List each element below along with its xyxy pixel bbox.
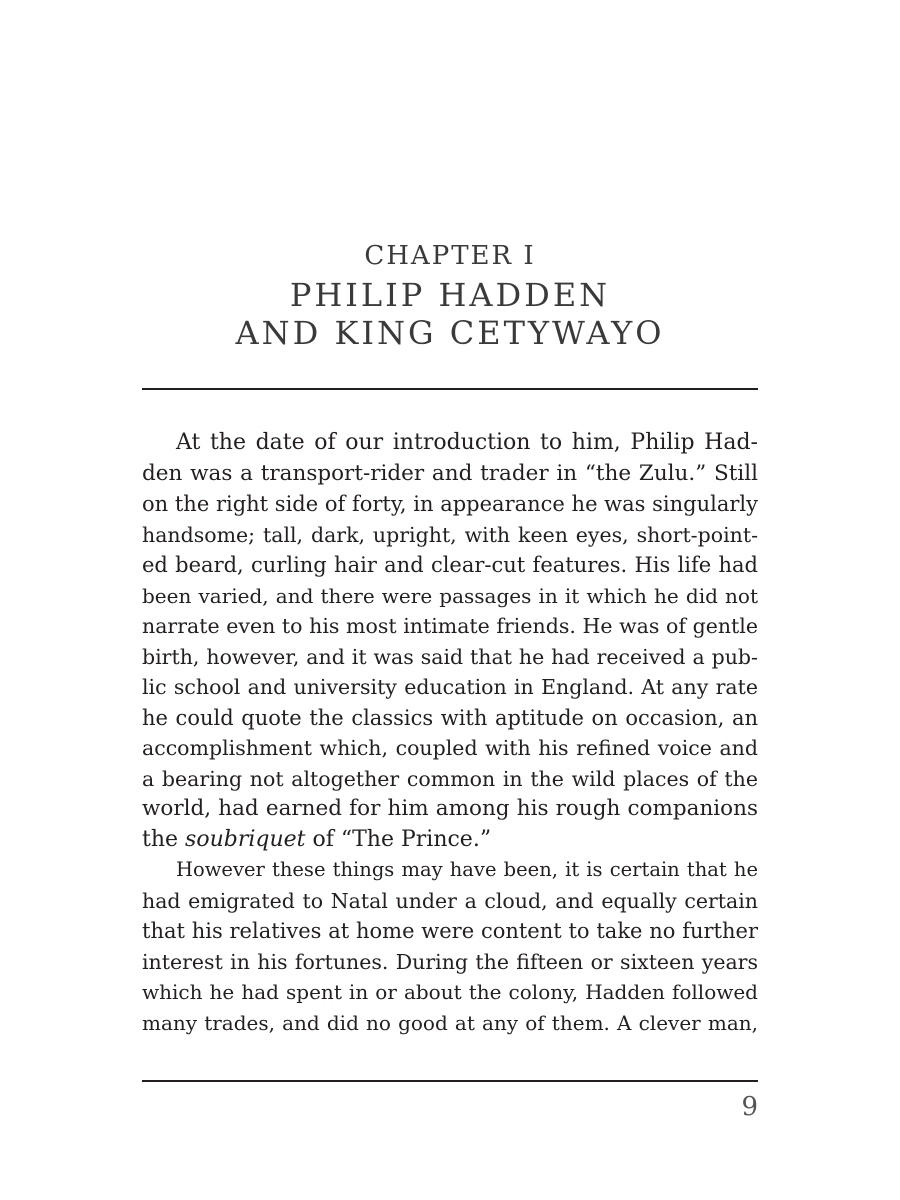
text-line: lic school and university education in England. At any rate [142, 675, 758, 699]
text-line: which he had spent in or about the colony, Hadden followed [142, 980, 758, 1004]
text-line: a bearing not altogether common in the wild places of the [142, 766, 758, 791]
text-line: birth, however, and it was said that he had received a pub- [142, 644, 758, 669]
text-line: narrate even to his most intimate friends. He was of gentle [142, 614, 758, 638]
page-number: 9 [741, 1092, 758, 1122]
text-line: world, had earned for him among his rough companions [142, 796, 758, 821]
text-segment: of “The Prince.” [305, 826, 492, 852]
body-text [142, 428, 758, 1038]
text-line: had emigrated to Natal under a cloud, and equally certain [142, 888, 758, 913]
text-line: that his relatives at home were content to take no further [142, 919, 758, 943]
chapter-title-line-2: AND KING CETYWAYO [235, 314, 665, 352]
chapter-heading [0, 236, 900, 352]
text-line: been varied, and there were passages in it which he did not [142, 583, 758, 608]
text-segment: the [142, 826, 186, 852]
text-line-with-italic [142, 825, 758, 856]
text-line: many trades, and did no good at any of them. A clever man, [142, 1010, 758, 1035]
text-line: However these things may have been, it is certain that he [176, 858, 758, 881]
text-line: on the right side of forty, in appearance he was singularly [142, 492, 758, 516]
text-line: accomplishment which, coupled with his refined voice and [142, 736, 758, 760]
bottom-rule [142, 1080, 758, 1082]
chapter-label: CHAPTER I [364, 241, 536, 271]
text-line: At the date of our introduction to him, Philip Had- [176, 430, 758, 455]
text-line: interest in his fortunes. During the fifteen or sixteen years [142, 949, 758, 974]
text-line: den was a transport-rider and trader in “the Zulu.” Still [142, 460, 758, 486]
top-rule [142, 388, 758, 390]
chapter-title-line-1: PHILIP HADDEN [289, 276, 611, 314]
italic-word: soubriquet [185, 826, 306, 852]
text-line: handsome; tall, dark, upright, with keen eyes, short-point- [142, 522, 758, 547]
text-line: ed beard, curling hair and clear-cut features. His life had [142, 553, 758, 577]
text-line: he could quote the classics with aptitude on occasion, an [142, 705, 758, 730]
